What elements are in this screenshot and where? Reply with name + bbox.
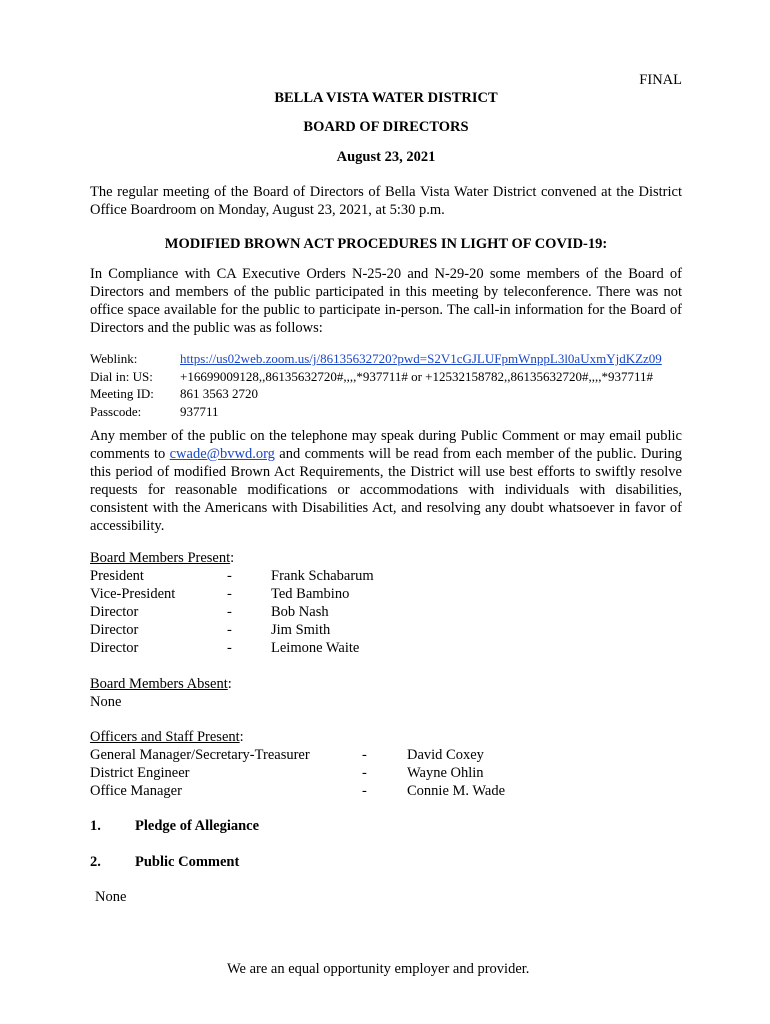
section-heading: [90, 549, 682, 567]
member-row: [90, 585, 682, 603]
member-name: Frank Schabarum: [271, 568, 374, 584]
member-role: Director: [90, 622, 139, 638]
callin-row-meeting-id: [90, 385, 662, 403]
staff-row: [90, 782, 682, 800]
intro-paragraph: The regular meeting of the Board of Directors of Bella Vista Water District convened at the District Office Boardroom on Monday, August 23, 2021, at 5:30 p.m.: [90, 184, 682, 218]
members-absent-heading: Board Members Absent: [90, 676, 228, 692]
public-comment-paragraph: [90, 427, 682, 535]
staff-name: Connie M. Wade: [407, 783, 506, 799]
staff-present-heading: Officers and Staff Present: [90, 729, 240, 745]
agenda-item-number: 2.: [90, 854, 101, 870]
member-dash: -: [227, 622, 232, 638]
board-title: BOARD OF DIRECTORS: [303, 119, 469, 135]
staff-name: David Coxey: [407, 747, 484, 763]
staff-role: District Engineer: [90, 765, 190, 781]
footer-statement: We are an equal opportunity employer and provider.: [227, 961, 530, 977]
member-dash: -: [227, 604, 232, 620]
callin-row-dial: [90, 368, 662, 386]
agenda-item-public-comment: [90, 853, 239, 871]
member-row: [90, 567, 682, 585]
callin-label: Meeting ID:: [90, 386, 154, 401]
officers-staff-present: [90, 728, 682, 800]
members-absent-value: None: [90, 694, 122, 710]
public-paragraph-text: and comments will be read from each member of the public. During this period of modified Brown Act Requirements, the District will use best efforts to swiftly resolve requests for reasonable modifications or accommodations with individuals with disabilities, consistent with the Americans with Disabilities Act, and resolving any doubt whatsoever in favor of accessibility.: [90, 446, 682, 534]
members-present-heading: Board Members Present: [90, 550, 231, 566]
member-row: [90, 621, 682, 639]
staff-dash: -: [362, 765, 367, 781]
public-comment-value: None: [95, 889, 127, 905]
board-members-absent: [90, 675, 682, 711]
heading-colon: :: [230, 550, 235, 566]
document-status: FINAL: [639, 72, 682, 88]
member-role: Vice-President: [90, 586, 176, 602]
covid-heading: MODIFIED BROWN ACT PROCEDURES IN LIGHT OF COVID-19:: [164, 236, 608, 252]
callin-info: [90, 350, 662, 420]
email-link[interactable]: cwade@bvwd.org: [169, 446, 275, 462]
agenda-item-pledge: [90, 817, 259, 835]
member-name: Leimone Waite: [271, 640, 360, 656]
agenda-item-title: Public Comment: [135, 854, 240, 870]
callin-row-weblink: [90, 350, 662, 368]
section-heading: [90, 675, 682, 693]
staff-name: Wayne Ohlin: [407, 765, 484, 781]
member-row: [90, 639, 682, 657]
member-dash: -: [227, 640, 232, 656]
member-name: Bob Nash: [271, 604, 329, 620]
callin-label: Weblink:: [90, 351, 138, 366]
heading-colon: :: [227, 676, 232, 692]
heading-colon: :: [239, 729, 244, 745]
passcode: 937711: [180, 403, 219, 419]
staff-dash: -: [362, 747, 367, 763]
public-paragraph-text: Any member of the public on the telephone may speak during Public Comment or may email public comments to: [90, 428, 682, 462]
member-role: President: [90, 568, 144, 584]
meeting-id: 861 3563 2720: [180, 386, 258, 401]
staff-row: [90, 746, 682, 764]
member-role: Director: [90, 640, 139, 656]
member-row: [90, 603, 682, 621]
agenda-item-title: Pledge of Allegiance: [135, 818, 260, 834]
member-dash: -: [227, 586, 232, 602]
staff-row: [90, 764, 682, 782]
member-dash: -: [227, 568, 232, 584]
callin-row-passcode: [90, 403, 662, 421]
board-members-present: [90, 549, 682, 657]
meeting-date: August 23, 2021: [336, 149, 436, 165]
district-name: BELLA VISTA WATER DISTRICT: [274, 90, 498, 106]
member-name: Jim Smith: [271, 622, 331, 638]
dial-in-numbers: +16699009128,,86135632720#,,,,*937711# or +12532158782,,86135632720#,,,,*937711#: [180, 368, 654, 384]
agenda-item-number: 1.: [90, 818, 101, 834]
zoom-weblink[interactable]: https://us02web.zoom.us/j/86135632720?pwd=S2V1cGJLUFpmWnppL3l0aUxmYjdKZz09: [180, 351, 662, 366]
covid-paragraph: In Compliance with CA Executive Orders N-25-20 and N-29-20 some members of the Board of Directors and members of the public participated in this meeting by teleconference. There was not office space available for the public to participate in-person. The call-in information for the Board of Directors and the public was as follows:: [90, 266, 682, 336]
staff-role: General Manager/Secretary-Treasurer: [90, 747, 310, 763]
member-name: Ted Bambino: [271, 586, 350, 602]
callin-label: Dial in: US:: [90, 368, 153, 384]
staff-role: Office Manager: [90, 783, 182, 799]
callin-label: Passcode:: [90, 403, 142, 419]
section-heading: [90, 728, 682, 746]
staff-dash: -: [362, 783, 367, 799]
member-role: Director: [90, 604, 139, 620]
